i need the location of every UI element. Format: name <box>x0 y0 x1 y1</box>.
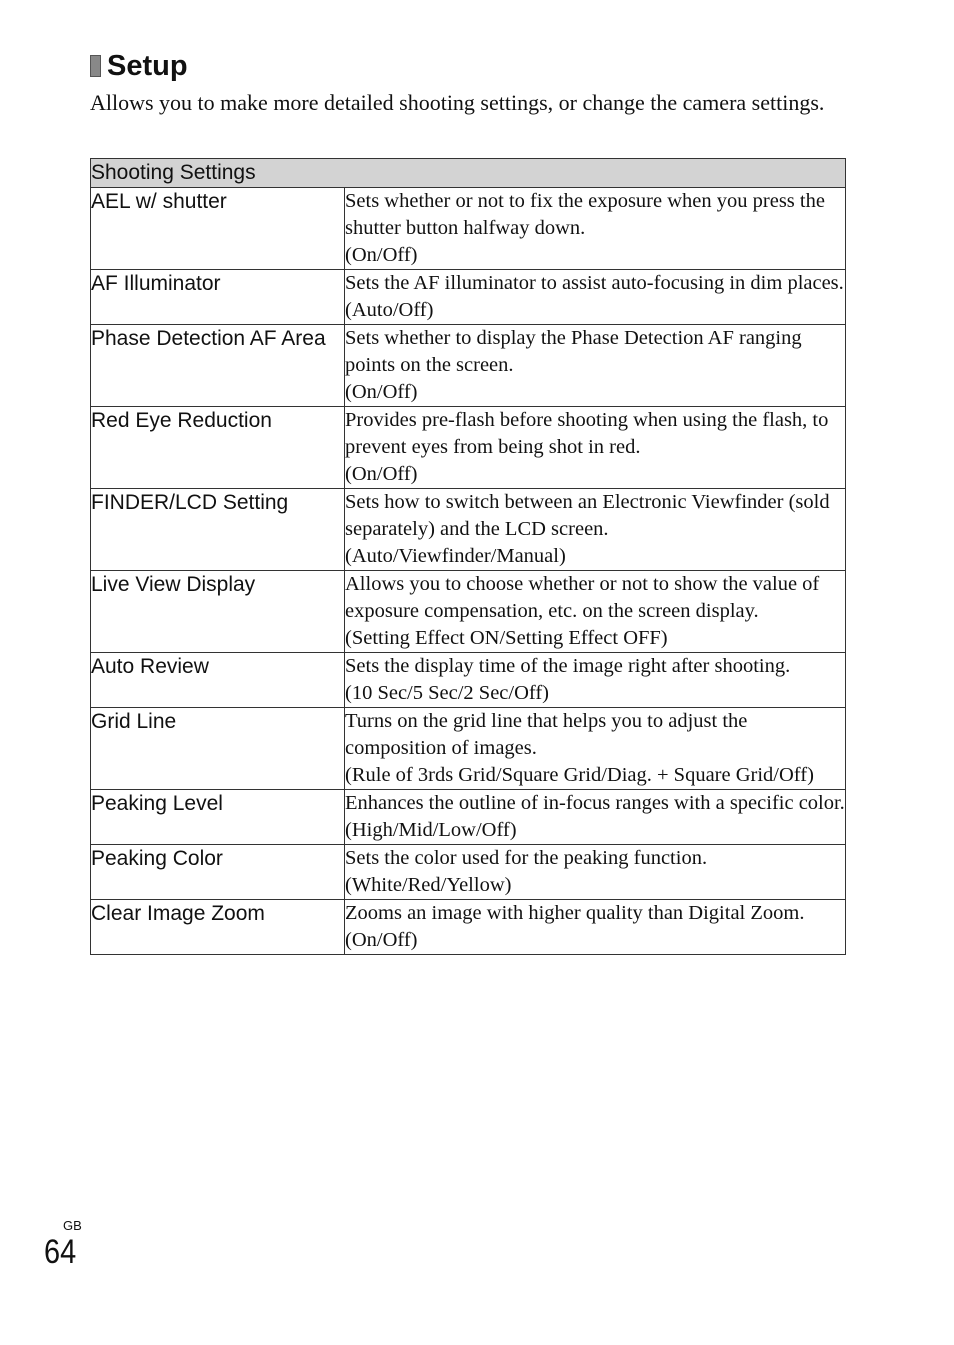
setting-description: Sets whether or not to fix the exposure when you press the shutter button halfway down. <box>345 190 825 239</box>
table-row <box>91 708 846 790</box>
setting-description-cell <box>345 489 846 571</box>
setting-options: (On/Off) <box>345 381 418 403</box>
setting-name: Peaking Color <box>91 845 345 900</box>
section-header: Shooting Settings <box>91 159 846 188</box>
table-row <box>91 270 846 325</box>
setting-name: AF Illuminator <box>91 270 345 325</box>
setting-description-cell <box>345 653 846 708</box>
table-row <box>91 900 846 955</box>
setting-description-cell <box>345 708 846 790</box>
setting-options: (White/Red/Yellow) <box>345 874 512 896</box>
setting-description-cell <box>345 900 846 955</box>
table-row <box>91 489 846 571</box>
setting-description-cell <box>345 571 846 653</box>
heading-title: Setup <box>107 49 188 82</box>
setting-options: (Auto/Off) <box>345 299 434 321</box>
setting-options: (On/Off) <box>345 929 418 951</box>
table-row <box>91 188 846 270</box>
setting-name: Grid Line <box>91 708 345 790</box>
setting-description: Sets the AF illuminator to assist auto-focusing in dim places. <box>345 272 844 294</box>
setting-description-cell <box>345 790 846 845</box>
setting-name: FINDER/LCD Setting <box>91 489 345 571</box>
setting-description-cell <box>345 325 846 407</box>
setting-description-cell <box>345 845 846 900</box>
table-row <box>91 325 846 407</box>
page-locale: GB <box>63 1218 82 1233</box>
setting-description: Sets whether to display the Phase Detection AF ranging points on the screen. <box>345 327 802 376</box>
table-row <box>91 845 846 900</box>
setting-name: Peaking Level <box>91 790 345 845</box>
table-row <box>91 653 846 708</box>
setting-description: Turns on the grid line that helps you to adjust the composition of images. <box>345 710 748 759</box>
page-number: 64 <box>44 1233 77 1271</box>
setting-description: Sets how to switch between an Electronic Viewfinder (sold separately) and the LCD screen. <box>345 491 830 540</box>
setting-options: (On/Off) <box>345 463 418 485</box>
setting-options: (Setting Effect ON/Setting Effect OFF) <box>345 627 668 649</box>
setting-name: Phase Detection AF Area <box>91 325 345 407</box>
setting-description: Enhances the outline of in-focus ranges with a specific color. <box>345 792 845 814</box>
intro-paragraph: Allows you to make more detailed shooting settings, or change the camera settings. <box>90 90 825 115</box>
settings-table-body <box>91 188 846 955</box>
setting-description: Zooms an image with higher quality than Digital Zoom. <box>345 902 805 924</box>
table-row <box>91 407 846 489</box>
table-row <box>91 571 846 653</box>
setting-options: (On/Off) <box>345 244 418 266</box>
setting-name: Auto Review <box>91 653 345 708</box>
setting-description-cell <box>345 188 846 270</box>
setting-description: Allows you to choose whether or not to show the value of exposure compensation, etc. on the screen display. <box>345 573 820 622</box>
table-header-row <box>91 159 846 188</box>
setting-options: (Rule of 3rds Grid/Square Grid/Diag. + Square Grid/Off) <box>345 764 814 786</box>
setting-name: Red Eye Reduction <box>91 407 345 489</box>
setting-description-cell <box>345 270 846 325</box>
setting-options: (High/Mid/Low/Off) <box>345 819 517 841</box>
setting-description: Sets the display time of the image right after shooting. <box>345 655 791 677</box>
heading-marker-icon <box>90 55 101 77</box>
setting-description: Provides pre-flash before shooting when using the flash, to prevent eyes from being shot in red. <box>345 409 829 458</box>
setting-name: Live View Display <box>91 571 345 653</box>
section-heading <box>90 46 188 86</box>
setting-options: (Auto/Viewfinder/Manual) <box>345 545 566 567</box>
setting-options: (10 Sec/5 Sec/2 Sec/Off) <box>345 682 549 704</box>
settings-table <box>90 158 846 955</box>
setting-name: Clear Image Zoom <box>91 900 345 955</box>
setting-name: AEL w/ shutter <box>91 188 345 270</box>
setting-description: Sets the color used for the peaking function. <box>345 847 708 869</box>
setting-description-cell <box>345 407 846 489</box>
table-row <box>91 790 846 845</box>
